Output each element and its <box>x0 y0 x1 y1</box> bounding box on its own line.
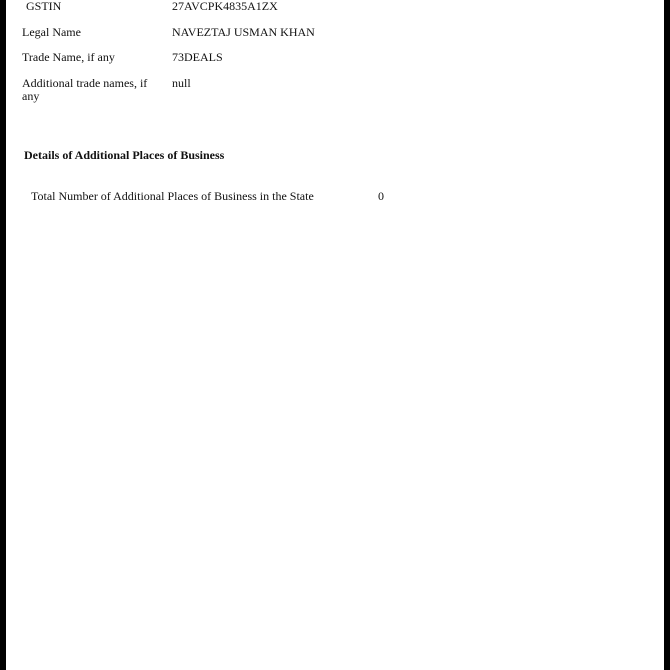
total-additional-places-value: 0 <box>378 189 384 203</box>
document-page <box>6 0 664 670</box>
trade-name-label: Trade Name, if any <box>22 50 115 64</box>
additional-trade-names-value: null <box>172 76 191 90</box>
trade-name-value: 73DEALS <box>172 50 223 64</box>
additional-trade-names-label: Additional trade names, if any <box>22 76 148 103</box>
total-additional-places-label: Total Number of Additional Places of Business in the State <box>31 189 314 203</box>
additional-places-heading: Details of Additional Places of Business <box>24 148 225 162</box>
legal-name-label: Legal Name <box>22 25 81 39</box>
legal-name-value: NAVEZTAJ USMAN KHAN <box>172 25 315 39</box>
gstin-label: GSTIN <box>26 0 62 13</box>
gstin-value: 27AVCPK4835A1ZX <box>172 0 278 13</box>
